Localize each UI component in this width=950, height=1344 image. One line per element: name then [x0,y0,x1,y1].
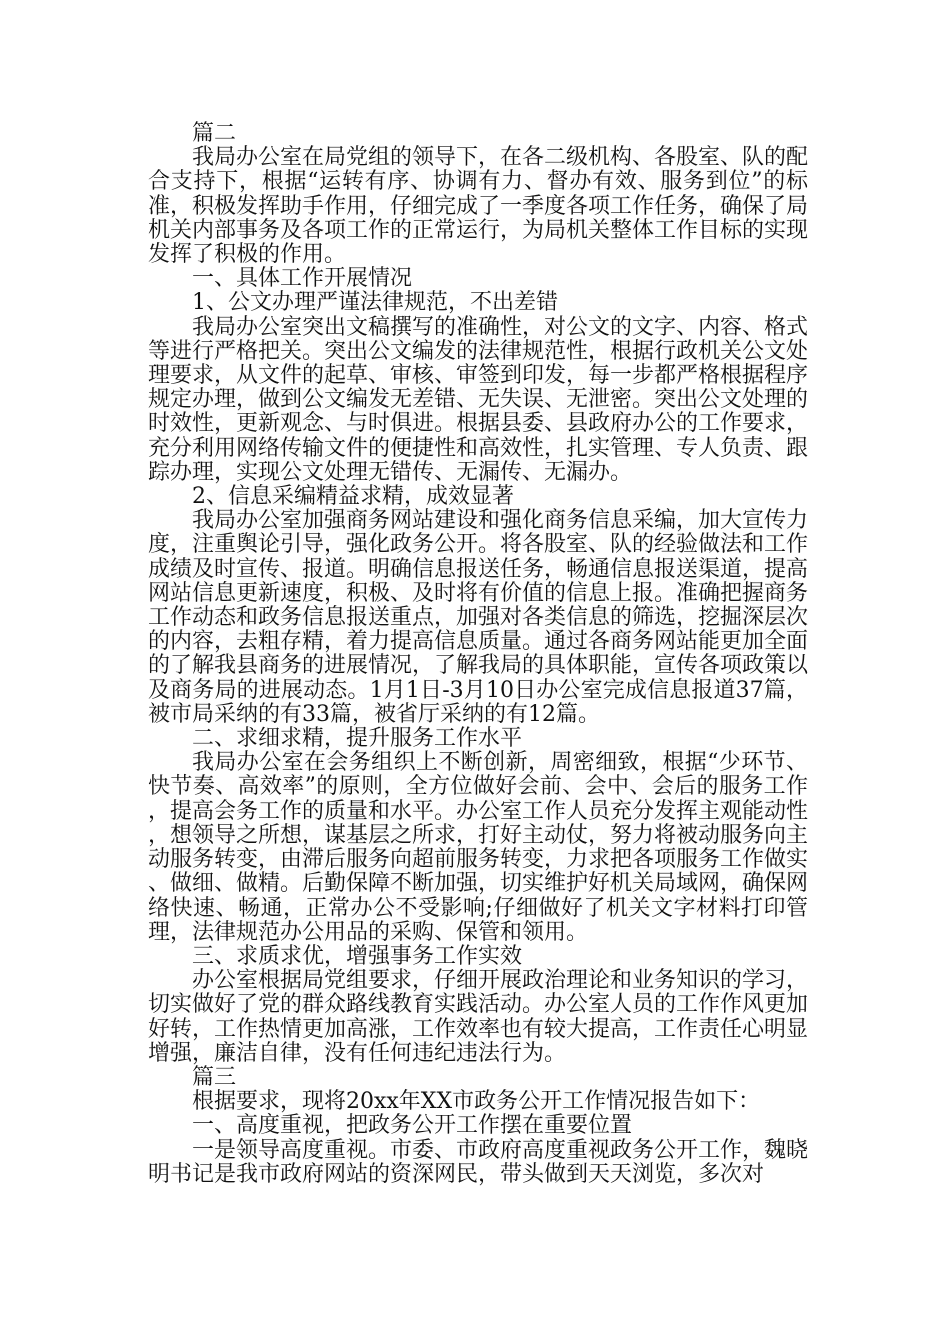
body-paragraph-intro: 我局办公室在局党组的领导下，在各二级机构、各股室、队的配合支持下，根据“运转有序、协调有力、督办有效、服务到位”的标准，积极发挥助手作用，仔细完成了一季度各项工作任务，确保了局机关内部事务及各项工作的正常运行，为局机关整体工作目标的实现发挥了积极的作用。 [148,145,809,268]
body-paragraph-affairs-work: 办公室根据局党组要求，仔细开展政治理论和业务知识的学习，切实做好了党的群众路线教育实践活动。办公室人员的工作作风更加好转，工作热情更加高涨，工作效率也有较大提高，工作责任心明显增强，廉洁自律，没有任何违纪违法行为。 [148,968,809,1066]
body-paragraph-information-editing: 我局办公室加强商务网站建设和强化商务信息采编，加大宣传力度，注重舆论引导，强化政务公开。将各股室、队的经验做法和工作成绩及时宣传、报道。明确信息报送任务，畅通信息报送渠道，提高网站信息更新速度，积极、及时将有价值的信息上报。准确把握商务工作动态和政务信息报送重点，加强对各类信息的筛选，挖掘深层次的内容，去粗存精，着力提高信息质量。通过各商务网站能更加全面的了解我县商务的进展情况，了解我局的具体职能，宣传各项政策以及商务局的进展动态。1月1日-3月10日办公室完成信息报道37篇，被市局采纳的有33篇，被省厅采纳的有12篇。 [148,508,809,727]
body-paragraph-leadership: 一是领导高度重视。市委、市政府高度重视政务公开工作，魏晓明书记是我市政府网站的资深网民，带头做到天天浏览，多次对 [148,1137,809,1187]
body-paragraph-document-handling: 我局办公室突出文稿撰写的准确性，对公文的文字、内容、格式等进行严格把关。突出公文编发的法律规范性，根据行政机关公文处理要求，从文件的起草、审核、审签到印发，每一步都严格根据程序规定办理，做到公文编发无差错、无失误、无泄密。突出公文处理的时效性，更新观念、与时俱进。根据县委、县政府办公的工作要求，充分利用网络传输文件的便捷性和高效性，扎实管理、专人负责、跟踪办理，实现公文处理无错传、无漏传、无漏办。 [148,314,809,485]
body-paragraph-service-work: 我局办公室在会务组织上不断创新，周密细致，根据“少环节、快节奏、高效率”的原则，全方位做好会前、会中、会后的服务工作，提高会务工作的质量和水平。办公室工作人员充分发挥主观能动性，想领导之所想，谋基层之所求，打好主动仗，努力将被动服务向主动服务转变，由滞后服务向超前服务转变，力求把各项服务工作做实、做细、做精。后勤保障不断加强，切实维护好机关局域网，确保网络快速、畅通，正常办公不受影响;仔细做好了机关文字材料打印管理，法律规范办公用品的采购、保管和领用。 [148,750,809,945]
heading-work-overview: 一、具体工作开展情况 [192,266,413,292]
section-heading-pian-er: 篇二 [192,121,237,146]
subheading-information-editing: 2、信息采编精益求精，成效显著 [192,484,514,510]
section-heading-pian-san: 篇三 [192,1064,237,1090]
heading-affairs-work: 三、求质求优，增强事务工作实效 [192,943,523,969]
document-page [148,122,808,1187]
heading-service-work: 二、求细求精，提升服务工作水平 [192,726,523,752]
subheading-document-handling: 1、公文办理严谨法律规范，不出差错 [192,290,558,316]
heading-government-openness: 一、高度重视，把政务公开工作摆在重要位置 [192,1113,633,1139]
body-paragraph-report-intro: 根据要求，现将20xx年XX市政务公开工作情况报告如下： [192,1089,761,1115]
